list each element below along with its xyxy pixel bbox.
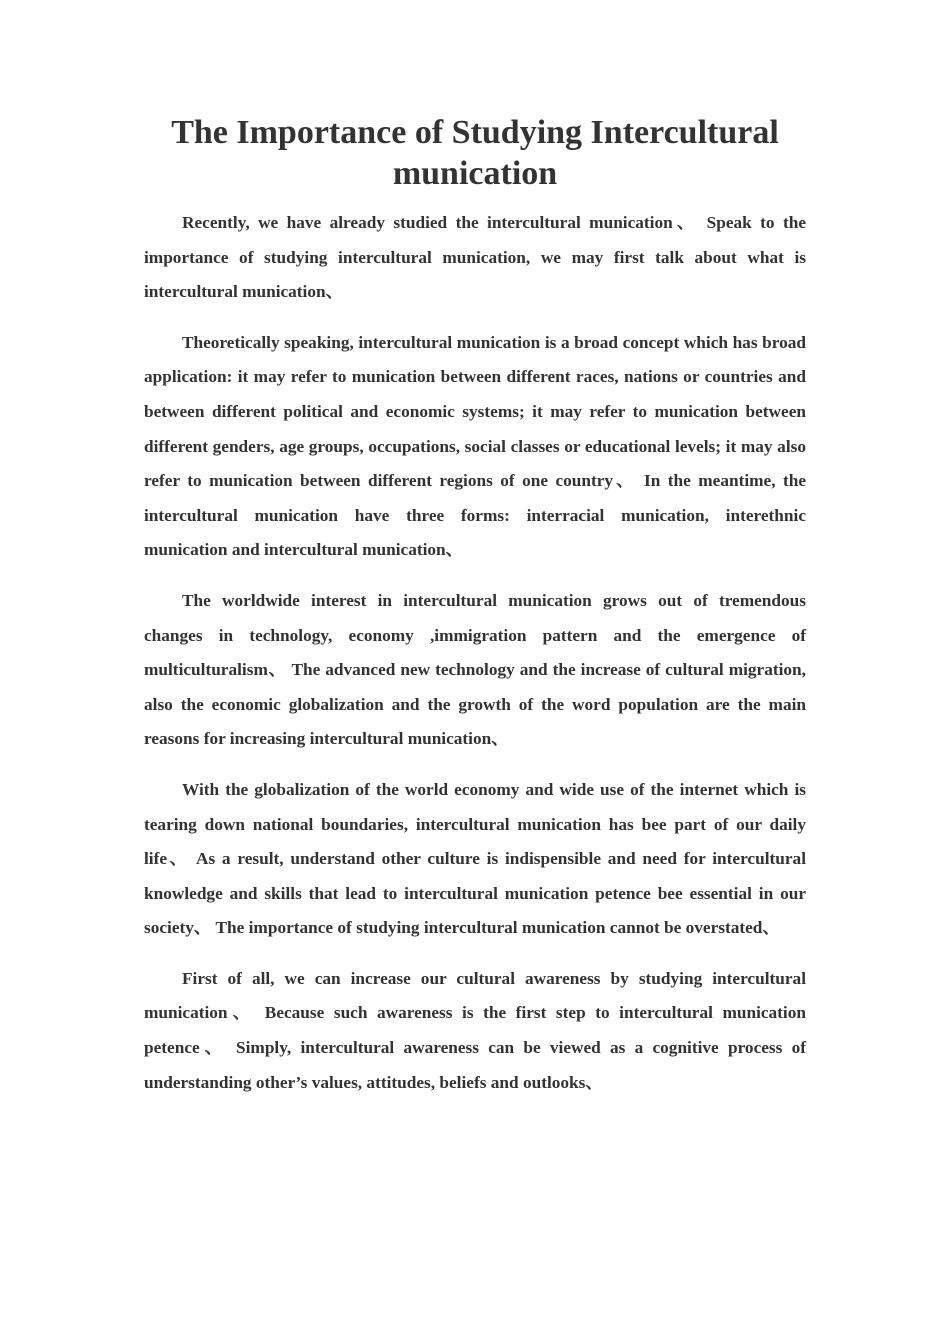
document-title: The Importance of Studying Intercultural munication bbox=[171, 114, 779, 192]
document-body bbox=[144, 112, 806, 1116]
paragraph-globalization: With the globalization of the world economy and wide use of the internet which is tearing down national boundaries, intercultural munication has bee part of our daily life、 As a result, understand other culture is indispensible and need for intercultural knowledge and skills that lead to intercultural munication petence bee essential in our society、 The importance of studying intercultural munication cannot be overstated、 bbox=[144, 779, 806, 938]
paragraph-definition: Theoretically speaking, intercultural munication is a broad concept which has broad application: it may refer to munication between different races, nations or countries and between different political and economic systems; it may refer to munication between different genders, age groups, occupations, social classes or educational levels; it may also refer to munication between different regions of one country、 In the meantime, the intercultural munication have three forms: interracial munication, interethnic munication and intercultural munication、 bbox=[144, 332, 806, 560]
paragraph-cultural-awareness: First of all, we can increase our cultural awareness by studying intercultural munication、 Because such awareness is the first step to intercultural munication petence、 Simply, intercultural awareness can be viewed as a cognitive process of understanding other’s values, attitudes, beliefs and outlooks、 bbox=[144, 968, 806, 1092]
paragraph-worldwide-interest: The worldwide interest in intercultural munication grows out of tremendous changes in technology, economy ,immigration pattern and the emergence of multiculturalism、 The advanced new technology and the increase of cultural migration, also the economic globalization and the growth of the word population are the main reasons for increasing intercultural munication、 bbox=[144, 590, 806, 749]
paragraph-intro: Recently, we have already studied the intercultural munication、 Speak to the importance of studying intercultural munication, we may first talk about what is intercultural munication、 bbox=[144, 213, 806, 302]
